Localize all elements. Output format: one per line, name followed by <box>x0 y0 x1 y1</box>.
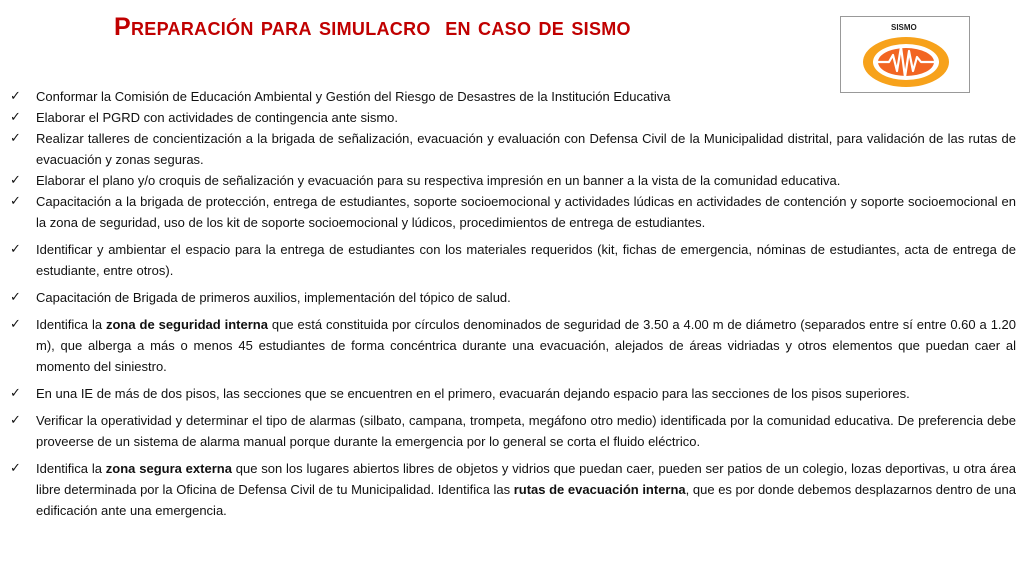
list-item <box>8 128 1016 170</box>
item-text: Capacitación a la brigada de protección, entrega de estudiantes, soporte socioemocional y actividades lúdicas en actividades de contención y soporte socioemocional en la zona de seguridad, uso de los kit de soporte socioemocional y lúdicos, procedimientos de entrega de estudiantes. <box>36 194 1016 230</box>
item-text: Elaborar el PGRD con actividades de contingencia ante sismo. <box>36 110 399 125</box>
item-emphasis: zona de seguridad interna <box>105 317 268 332</box>
item-text: Conformar la Comisión de Educación Ambiental y Gestión del Riesgo de Desastres de la Institución Educativa <box>36 89 671 104</box>
list-item <box>8 410 1016 452</box>
item-emphasis: zona segura externa <box>105 461 232 476</box>
sismo-logo <box>840 16 970 93</box>
item-text: , que es por donde debemos desplazarnos dentro de una edificación ante una emergencia. <box>36 482 1016 518</box>
item-emphasis: rutas de evacuación interna <box>513 482 686 497</box>
checkmark-icon: ✓ <box>10 386 21 401</box>
logo-label: SISMO <box>891 23 917 32</box>
checkmark-icon: ✓ <box>10 290 21 305</box>
list-item <box>8 458 1016 521</box>
checkmark-icon: ✓ <box>10 131 21 146</box>
checkmark-icon: ✓ <box>10 413 21 428</box>
item-text: Capacitación de Brigada de primeros auxilios, implementación del tópico de salud. <box>36 290 511 305</box>
item-text: En una IE de más de dos pisos, las secciones que se encuentren en el primero, evacuarán dejando espacio para las secciones de los pisos superiores. <box>36 386 910 401</box>
item-text: Identificar y ambientar el espacio para la entrega de estudiantes con los materiales requeridos (kit, fichas de emergencia, nóminas de estudiantes, acta de entrega de estudiante, entre otros). <box>36 242 1016 278</box>
checkmark-icon: ✓ <box>10 89 21 104</box>
list-item <box>8 239 1016 281</box>
checkmark-icon: ✓ <box>10 317 21 332</box>
item-text: Identifica la <box>36 461 106 476</box>
list-item <box>8 191 1016 233</box>
list-item <box>8 170 1016 191</box>
checkmark-icon: ✓ <box>10 110 21 125</box>
list-item <box>8 287 1016 308</box>
checkmark-icon: ✓ <box>10 242 21 257</box>
checkmark-icon: ✓ <box>10 194 21 209</box>
bullet-list <box>8 86 1016 521</box>
checkmark-icon: ✓ <box>10 461 21 476</box>
list-item <box>8 383 1016 404</box>
list-item <box>8 107 1016 128</box>
page-title: Preparación para simulacro en caso de sismo <box>114 13 631 41</box>
list-item <box>8 86 1016 107</box>
seismograph-icon <box>861 35 951 89</box>
checkmark-icon: ✓ <box>10 173 21 188</box>
item-text: Realizar talleres de concientización a la brigada de señalización, evacuación y evaluación con Defensa Civil de la Municipalidad distrital, para validación de las rutas de evacuación y zonas seguras. <box>36 131 1016 167</box>
item-text: que son los lugares abiertos libres de objetos y vidrios que puedan caer, pueden ser patios de un colegio, lozas deportivas, u otra área libre determinada por la Oficina de Defensa Civil de tu Municipalidad. Identifica las <box>36 461 1016 497</box>
list-item <box>8 314 1016 377</box>
item-text: Verificar la operatividad y determinar el tipo de alarmas (silbato, campana, trompeta, megáfono otro medio) identificada por la comunidad educativa. De preferencia debe proveerse de un sistema de alarma manual porque durante la emergencia por lo general se corta el fluido eléctrico. <box>36 413 1016 449</box>
item-text: Elaborar el plano y/o croquis de señalización y evacuación para su respectiva impresión en un banner a la vista de la comunidad educativa. <box>36 173 841 188</box>
item-text: Identifica la <box>36 317 106 332</box>
item-text: que está constituida por círculos denominados de seguridad de 3.50 a 4.00 m de diámetro (separados entre sí entre 0.60 a 1.20 m), que alberga a más o menos 45 estudiantes de forma concéntrica durante una evacuación, alejados de áreas vidriadas y otros elementos que puedan caer al momento del siniestro. <box>36 317 1016 374</box>
